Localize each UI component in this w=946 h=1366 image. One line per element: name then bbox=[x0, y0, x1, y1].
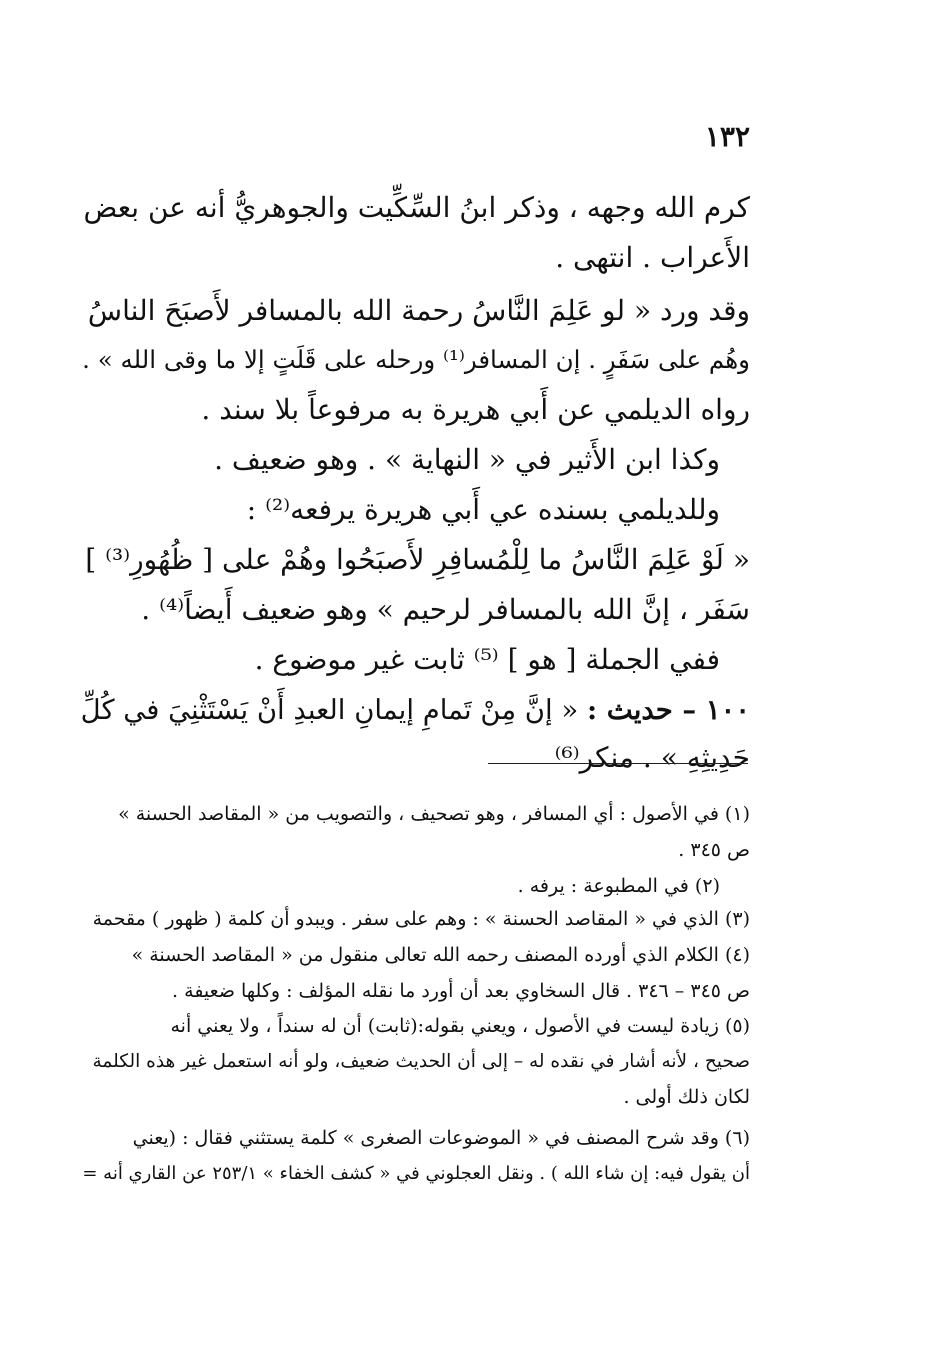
footnote-line: (١) في الأصول : أي المسافر ، وهو تصحيف ، والتصويب من « المقاصد الحسنة » bbox=[118, 803, 750, 825]
footnote-line: صحيح ، لأنه أشار في نقده له – إلى أن الحديث ضعيف، ولو أنه استعمل غير هذه الكلمة bbox=[92, 1051, 750, 1072]
footnote-line: لكان ذلك أولى . bbox=[623, 1086, 750, 1108]
footnote-line: (٤) الكلام الذي أورده المصنف رحمه الله تعالى منقول من « المقاصد الحسنة » bbox=[131, 944, 750, 966]
body-line: وقد ورد « لو عَلِمَ النَّاسُ رحمة الله بالمسافر لأَصبَحَ الناسُ bbox=[87, 294, 750, 327]
body-line: وكذا ابن الأَثير في « النهاية » . وهو ضعيف . bbox=[214, 443, 720, 476]
body-line: رواه الديلمي عن أَبي هريرة به مرفوعاً بلا سند . bbox=[201, 393, 750, 426]
body-line: ففي الجملة [ هو ] ⁽⁵⁾ ثابت غير موضوع . bbox=[254, 643, 720, 676]
page-number: ١٣٢ bbox=[704, 120, 750, 153]
footnote-line: ص ٣٤٥ . bbox=[678, 839, 750, 861]
hadith-text: « إنَّ مِنْ تَمامِ إيمانِ العبدِ أَنْ يَسْتَثْنِيَ في كُلِّ bbox=[80, 694, 579, 726]
body-line: وللديلمي بسنده عي أَبي هريرة يرفعه⁽²⁾ : bbox=[246, 493, 720, 526]
footnote-line: (٣) الذي في « المقاصد الحسنة » : وهم على سفر . ويبدو أن كلمة ( ظهور ) مقحمة bbox=[92, 908, 750, 930]
body-line: كرم الله وجهه ، وذكر ابنُ السِّكِّيت والجوهريُّ أنه عن بعض bbox=[83, 191, 750, 224]
body-line: سَفَر ، إنَّ الله بالمسافر لرحيم » وهو ضعيف أَيضاً⁽⁴⁾ . bbox=[141, 593, 750, 626]
body-line: حَدِيثِهِ » . منكر⁽⁶⁾ bbox=[554, 741, 750, 774]
footnote-divider bbox=[488, 763, 748, 764]
footnote-line: ص ٣٤٥ – ٣٤٦ . قال السخاوي بعد أن أورد ما نقله المؤلف : وكلها ضعيفة . bbox=[172, 980, 750, 1002]
body-line: الأَعراب . انتهى . bbox=[555, 241, 750, 274]
footnote-line: (٢) في المطبوعة : يرفه . bbox=[517, 875, 720, 897]
hadith-number: ١٠٠ – حديث : bbox=[586, 694, 750, 726]
footnote-line: أن يقول فيه: إن شاء الله ) . ونقل العجلوني في « كشف الخفاء » ٢٥٣/١ عن القاري أنه = bbox=[82, 1163, 750, 1184]
footnote-line: (٥) زيادة ليست في الأصول ، ويعني بقوله:(ثابت) أن له سنداً ، ولا يعني أنه bbox=[170, 1015, 750, 1037]
body-line: « لَوْ عَلِمَ النَّاسُ ما لِلْمُسافِرِ لأَصبَحُوا وهُمْ على [ ظُهُورِ⁽³⁾ ] bbox=[85, 543, 750, 576]
hadith-heading-line bbox=[81, 690, 750, 730]
body-line: وهُم على سَفَرٍ . إن المسافر⁽¹⁾ ورحله على قَلَتٍ إلا ما وقى الله » . bbox=[82, 345, 750, 374]
footnote-line: (٦) وقد شرح المصنف في « الموضوعات الصغرى » كلمة يستثني فقال : (يعني bbox=[132, 1127, 750, 1149]
